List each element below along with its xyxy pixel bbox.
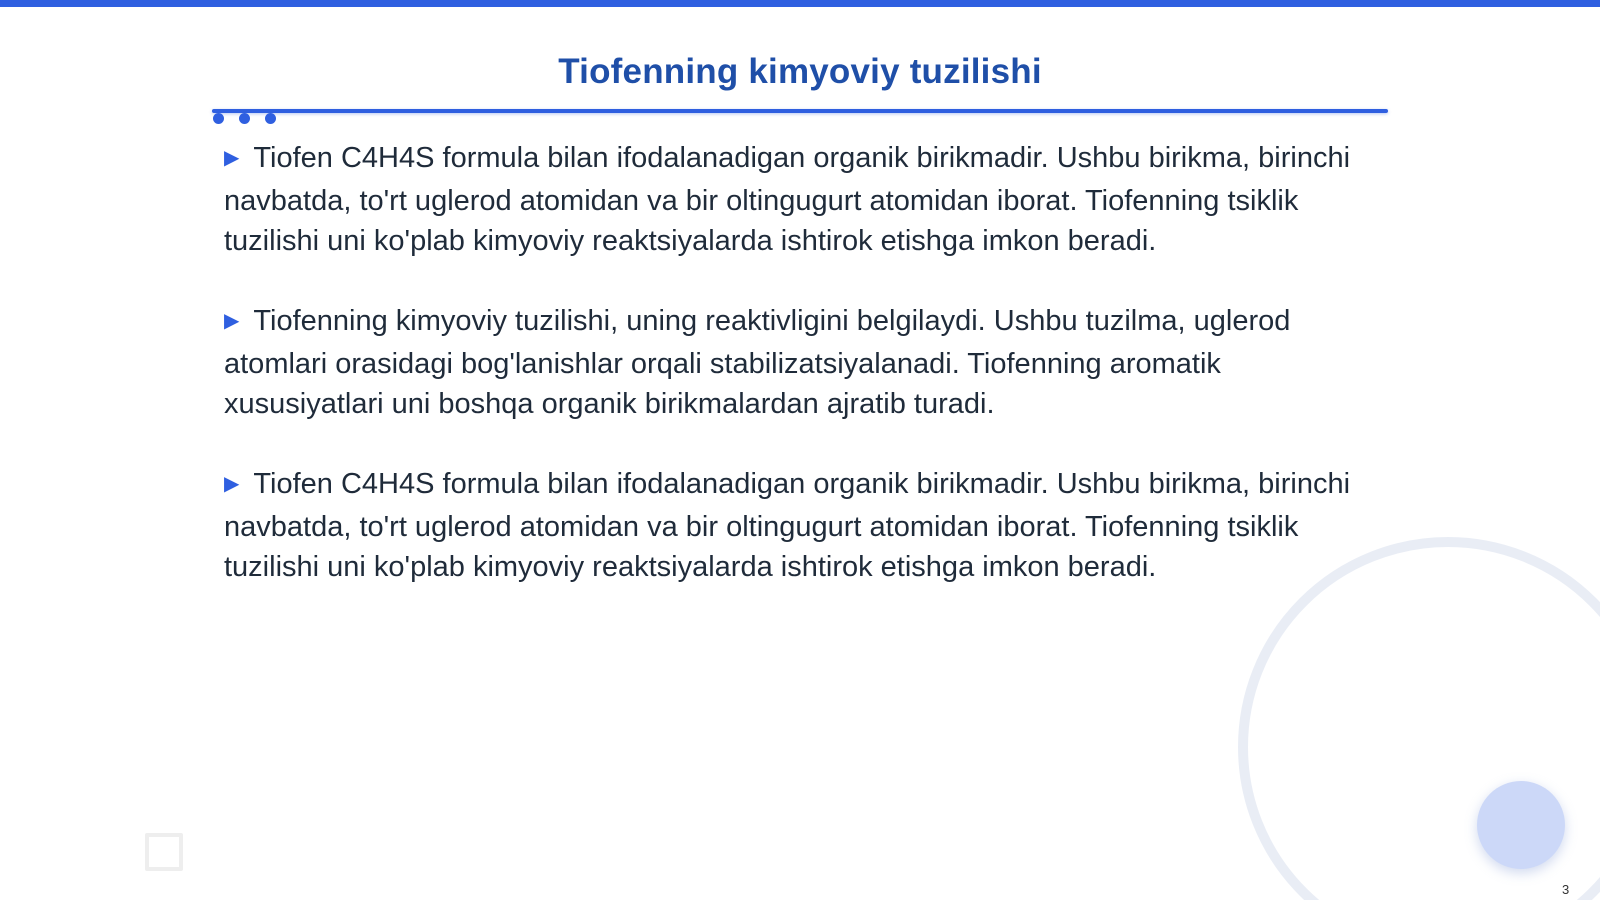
top-accent-bar xyxy=(0,0,1600,7)
bullet-paragraph xyxy=(224,301,1374,424)
decor-dot xyxy=(213,113,224,124)
triangle-right-icon: ▶ xyxy=(224,473,240,495)
bullet-list xyxy=(224,138,1374,627)
page-number: 3 xyxy=(1562,882,1570,897)
triangle-right-icon: ▶ xyxy=(224,310,240,332)
bullet-text: Tiofen C4H4S formula bilan ifodalanadigan organik birikmadir. Ushbu birikma, birinchi navbatda, to'rt uglerod atomidan va bir oltingugurt atomidan iborat. Tiofenning tsiklik tuzilishi uni ko'plab kimyoviy reaktsiyalarda ishtirok etishga imkon beradi. xyxy=(224,142,1351,257)
bullet-paragraph xyxy=(224,138,1374,261)
decor-dot xyxy=(265,113,276,124)
bullet-text: Tiofen C4H4S formula bilan ifodalanadigan organik birikmadir. Ushbu birikma, birinchi navbatda, to'rt uglerod atomidan va bir oltingugurt atomidan iborat. Tiofenning tsiklik tuzilishi uni ko'plab kimyoviy reaktsiyalarda ishtirok etishga imkon beradi. xyxy=(224,468,1351,583)
decor-circle xyxy=(1477,781,1565,869)
decor-square xyxy=(145,833,183,871)
slide-title: Tiofenning kimyoviy tuzilishi xyxy=(558,52,1042,91)
decor-dot xyxy=(239,113,250,124)
title-underline xyxy=(212,109,1388,113)
triangle-right-icon: ▶ xyxy=(224,147,240,169)
bullet-text: Tiofenning kimyoviy tuzilishi, uning reaktivligini belgilaydi. Ushbu tuzilma, uglerod atomlari orasidagi bog'lanishlar orqali stabilizatsiyalanadi. Tiofenning aromatik xususiyatlari uni boshqa organik birikmalardan ajratib turadi. xyxy=(224,305,1291,420)
bullet-paragraph xyxy=(224,464,1374,587)
